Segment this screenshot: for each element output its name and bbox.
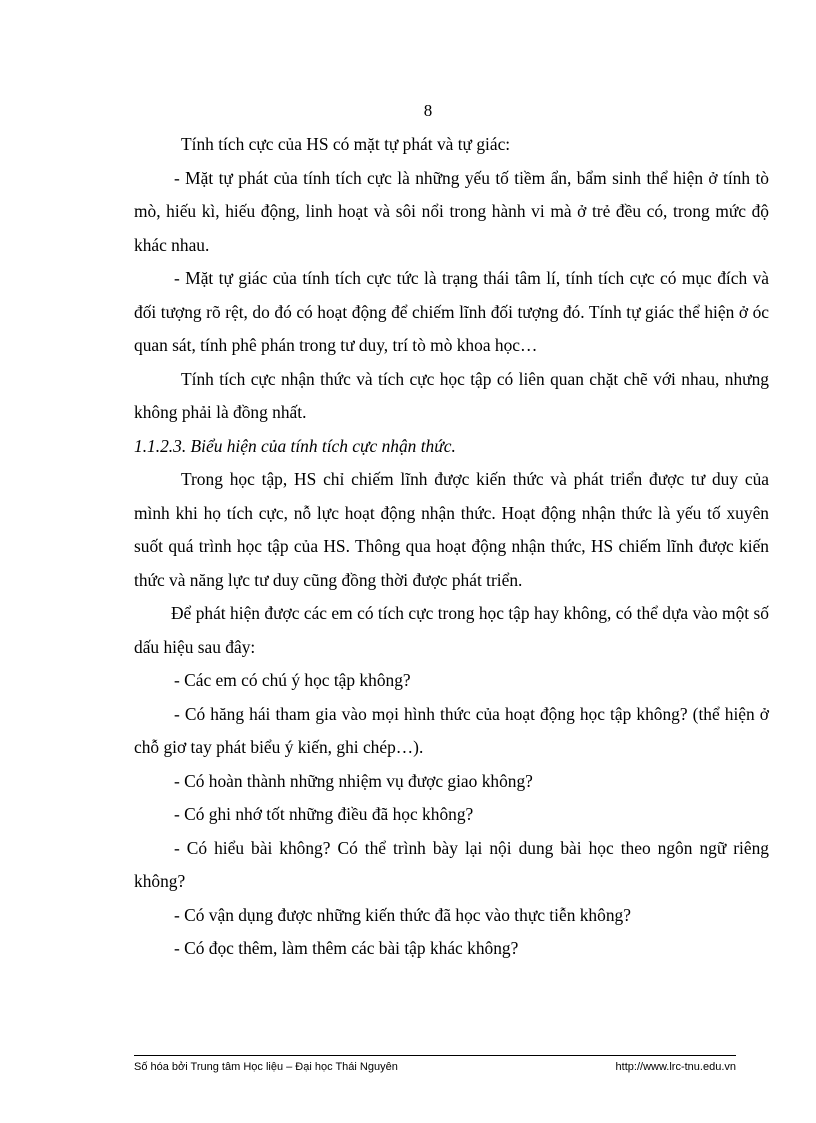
document-body bbox=[134, 128, 769, 966]
criteria-item: - Có hăng hái tham gia vào mọi hình thức của hoạt động học tập không? (thể hiện ở chỗ giơ tay phát biểu ý kiến, ghi chép…). bbox=[134, 703, 769, 757]
criteria-item: - Có hoàn thành những nhiệm vụ được giao không? bbox=[174, 770, 533, 791]
criteria-item: - Có ghi nhớ tốt những điều đã học không? bbox=[174, 804, 474, 824]
paragraph-learning: Trong học tập, HS chỉ chiếm lĩnh được kiến thức và phát triển được tư duy của mình khi họ tích cực, nỗ lực hoạt động nhận thức. Hoạt động nhận thức là yếu tố xuyên suốt quá trình học tập của HS. Thông qua hoạt động nhận thức, HS chiếm lĩnh được kiến thức và năng lực tư duy cũng đồng thời được phát triển. bbox=[134, 469, 769, 590]
footer-divider bbox=[134, 1055, 736, 1056]
footer-source: Số hóa bởi Trung tâm Học liệu – Đại học Thái Nguyên bbox=[134, 1061, 398, 1073]
criteria-item: - Các em có chú ý học tập không? bbox=[174, 670, 411, 690]
page-number: 8 bbox=[423, 101, 433, 120]
criteria-item: - Có đọc thêm, làm thêm các bài tập khác không? bbox=[174, 938, 519, 958]
section-heading: 1.1.2.3. Biểu hiện của tính tích cực nhận thức. bbox=[134, 435, 456, 456]
paragraph-relation: Tính tích cực nhận thức và tích cực học tập có liên quan chặt chẽ với nhau, nhưng không phải là đồng nhất. bbox=[134, 368, 769, 422]
paragraph-signs: Để phát hiện được các em có tích cực trong học tập hay không, có thể dựa vào một số dấu hiệu sau đây: bbox=[134, 603, 769, 657]
paragraph-spontaneous: - Mặt tự phát của tính tích cực là những yếu tố tiềm ẩn, bẩm sinh thể hiện ở tính tò mò, hiếu kì, hiếu động, linh hoạt và sôi nổi trong hành vi mà ở trẻ đều có, trong mức độ khác nhau. bbox=[134, 167, 769, 255]
paragraph-intro: Tính tích cực của HS có mặt tự phát và tự giác: bbox=[181, 134, 511, 154]
footer-url: http://www.lrc-tnu.edu.vn bbox=[615, 1061, 736, 1073]
criteria-item: - Có vận dụng được những kiến thức đã học vào thực tiễn không? bbox=[174, 904, 631, 925]
paragraph-conscious: - Mặt tự giác của tính tích cực tức là trạng thái tâm lí, tính tích cực có mục đích và đối tượng rõ rệt, do đó có hoạt động để chiếm lĩnh đối tượng đó. Tính tự giác thể hiện ở óc quan sát, tính phê phán trong tư duy, trí tò mò khoa học… bbox=[134, 268, 769, 355]
criteria-item: - Có hiểu bài không? Có thể trình bày lại nội dung bài học theo ngôn ngữ riêng không? bbox=[134, 837, 769, 891]
